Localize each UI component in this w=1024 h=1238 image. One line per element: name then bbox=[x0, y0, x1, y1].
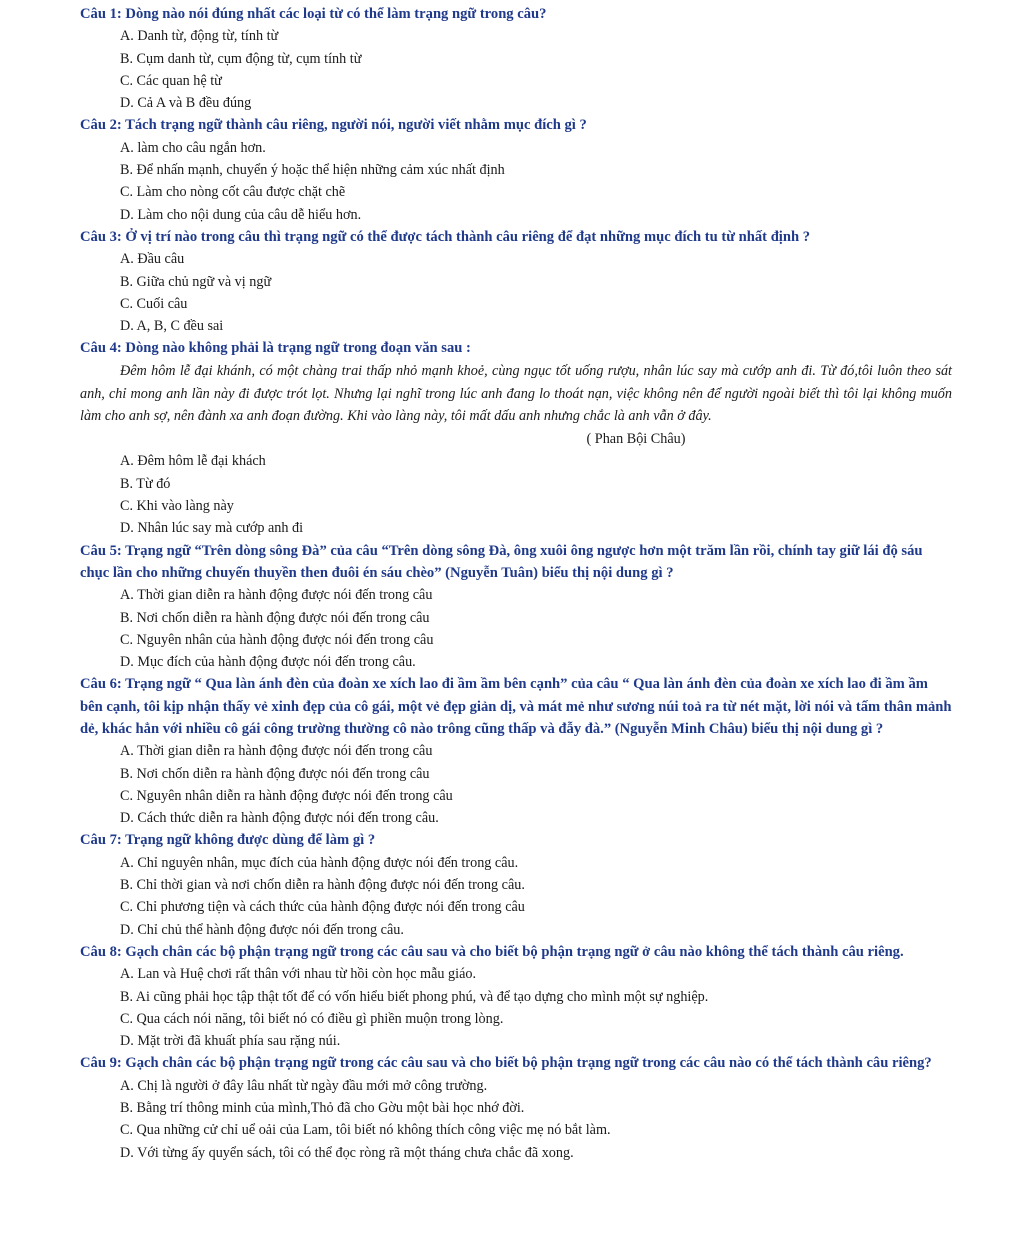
option-d: D. Làm cho nội dung của câu dễ hiểu hơn. bbox=[120, 206, 362, 223]
option-b: B. Bằng trí thông minh của mình,Thỏ đã cho Gờu một bài học nhớ đời. bbox=[120, 1100, 525, 1117]
option-d: D. Chỉ chủ thể hành động được nói đến trong câu. bbox=[120, 921, 404, 938]
question-3 bbox=[80, 226, 952, 337]
question-title: Câu 9: Gạch chân các bộ phận trạng ngữ trong các câu sau và cho biết bộ phận trạng ngữ trong các câu nào có thể tách thành câu riêng? bbox=[80, 1055, 932, 1072]
option-d: D. Nhân lúc say mà cướp anh đi bbox=[120, 520, 304, 537]
option-c: C. Qua cách nói năng, tôi biết nó có điều gì phiền muộn trong lòng. bbox=[120, 1010, 504, 1027]
option-a: A. Lan và Huệ chơi rất thân với nhau từ hồi còn học mẫu giáo. bbox=[120, 966, 477, 983]
option-a: A. Thời gian diễn ra hành động được nói đến trong câu bbox=[120, 743, 433, 760]
option-c: C. Nguyên nhân diễn ra hành động được nói đến trong câu bbox=[120, 787, 453, 804]
option-a: A. Thời gian diễn ra hành động được nói đến trong câu bbox=[120, 587, 433, 604]
option-b: B. Nơi chốn diễn ra hành động được nói đến trong câu bbox=[120, 765, 430, 782]
question-title: Câu 6: Trạng ngữ “ Qua làn ánh đèn của đoàn xe xích lao đi ầm ầm bên cạnh” của câu “ Qua làn ánh đèn của đoàn xe xích lao đi ầm ầm bên cạnh, tôi kịp nhận thấy vẻ xinh đẹp của cô gái, một vẻ đẹp giản dị, và mát mẻ như sương núi toả ra từ nét mặt, lời nói và tấm thân mảnh dẻ, khác hẳn với nhiều cô gái công trường thường cô nào trông cũng thấp và đẫy đà.” (Nguyễn Minh Châu) biểu thị nội dung gì ? bbox=[80, 676, 952, 737]
question-passage: Đêm hôm lễ đại khánh, có một chàng trai thấp nhỏ mạnh khoẻ, cùng ngục tốt uống rượu, nhân lúc say mà cướp anh đi. Từ đó,tôi luôn theo sát anh, chỉ mong anh lần này đi được trót lọt. Nhưng lại nghĩ trong lúc anh đang lo thoát nạn, việc không nên để người ngoài biết thì tôi lại không muốn làm cho anh sợ, nên đành xa anh đoạn đường. Khi vào làng này, tôi mất dấu anh nhưng chắc là anh vẫn ở đây. bbox=[80, 362, 952, 425]
question-2 bbox=[80, 114, 952, 225]
option-c: C. Nguyên nhân của hành động được nói đến trong câu bbox=[120, 631, 434, 648]
question-4 bbox=[80, 337, 952, 539]
question-title: Câu 1: Dòng nào nói đúng nhất các loại từ có thể làm trạng ngữ trong câu? bbox=[80, 6, 547, 22]
question-5 bbox=[80, 540, 952, 674]
option-b: B. Cụm danh từ, cụm động từ, cụm tính từ bbox=[120, 50, 362, 67]
option-b: B. Giữa chủ ngữ và vị ngữ bbox=[120, 273, 272, 290]
question-9 bbox=[80, 1052, 952, 1163]
option-b: B. Để nhấn mạnh, chuyển ý hoặc thể hiện những cảm xúc nhất định bbox=[120, 162, 505, 179]
question-6 bbox=[80, 673, 952, 829]
option-b: B. Nơi chốn diễn ra hành động được nói đến trong câu bbox=[120, 609, 430, 626]
option-a: A. làm cho câu ngắn hơn. bbox=[120, 139, 266, 156]
option-c: C. Các quan hệ từ bbox=[120, 72, 222, 89]
option-c: C. Khi vào làng này bbox=[120, 498, 234, 515]
question-title: Câu 5: Trạng ngữ “Trên dòng sông Đà” của câu “Trên dòng sông Đà, ông xuôi ông ngược hơn một trăm lần rồi, chính tay giữ lái độ sáu chục lần cho những chuyến thuyền then đuôi én sáu chèo” (Nguyễn Tuân) biểu thị nội dung gì ? bbox=[80, 542, 923, 581]
option-c: C. Qua những cử chỉ uể oải của Lam, tôi biết nó không thích công việc mẹ nó bắt làm. bbox=[120, 1122, 611, 1139]
option-c: C. Chỉ phương tiện và cách thức của hành động được nói đến trong câu bbox=[120, 899, 525, 916]
question-1 bbox=[80, 3, 952, 114]
question-title: Câu 7: Trạng ngữ không được dùng để làm gì ? bbox=[80, 832, 376, 849]
option-b: B. Ai cũng phải học tập thật tốt để có vốn hiểu biết phong phú, và để tạo dựng cho mình một sự nghiệp. bbox=[120, 988, 709, 1005]
question-title: Câu 4: Dòng nào không phải là trạng ngữ trong đoạn văn sau : bbox=[80, 340, 471, 357]
option-c: C. Làm cho nòng cốt câu được chặt chẽ bbox=[120, 184, 346, 201]
passage-source: ( Phan Bội Châu) bbox=[586, 431, 686, 448]
question-title: Câu 2: Tách trạng ngữ thành câu riêng, người nói, người viết nhằm mục đích gì ? bbox=[80, 117, 587, 134]
question-7 bbox=[80, 829, 952, 940]
option-d: D. Cách thức diễn ra hành động được nói đến trong câu. bbox=[120, 810, 439, 827]
option-d: D. Mục đích của hành động được nói đến trong câu. bbox=[120, 654, 416, 671]
option-d: D. Cả A và B đều đúng bbox=[120, 95, 252, 112]
option-a: A. Chỉ nguyên nhân, mục đích của hành động được nói đến trong câu. bbox=[120, 854, 519, 871]
option-d: D. Mặt trời đã khuất phía sau rặng núi. bbox=[120, 1033, 341, 1050]
option-d: D. A, B, C đều sai bbox=[120, 318, 224, 335]
question-8 bbox=[80, 941, 952, 1052]
option-d: D. Với từng ấy quyển sách, tôi có thể đọc ròng rã một tháng chưa chắc đã xong. bbox=[120, 1144, 574, 1161]
option-c: C. Cuối câu bbox=[120, 295, 188, 312]
question-title: Câu 3: Ở vị trí nào trong câu thì trạng ngữ có thể được tách thành câu riêng để đạt những mục đích tu từ nhất định ? bbox=[80, 228, 811, 245]
question-title: Câu 8: Gạch chân các bộ phận trạng ngữ trong các câu sau và cho biết bộ phận trạng ngữ ở câu nào không thể tách thành câu riêng. bbox=[80, 943, 904, 960]
option-b: B. Từ đó bbox=[120, 475, 171, 492]
option-a: A. Đêm hôm lễ đại khách bbox=[120, 453, 266, 470]
option-a: A. Danh từ, động từ, tính từ bbox=[120, 28, 279, 45]
option-b: B. Chỉ thời gian và nơi chốn diễn ra hành động được nói đến trong câu. bbox=[120, 877, 525, 894]
option-a: A. Chị là người ở đây lâu nhất từ ngày đầu mới mở công trường. bbox=[120, 1077, 488, 1094]
option-a: A. Đầu câu bbox=[120, 251, 185, 268]
